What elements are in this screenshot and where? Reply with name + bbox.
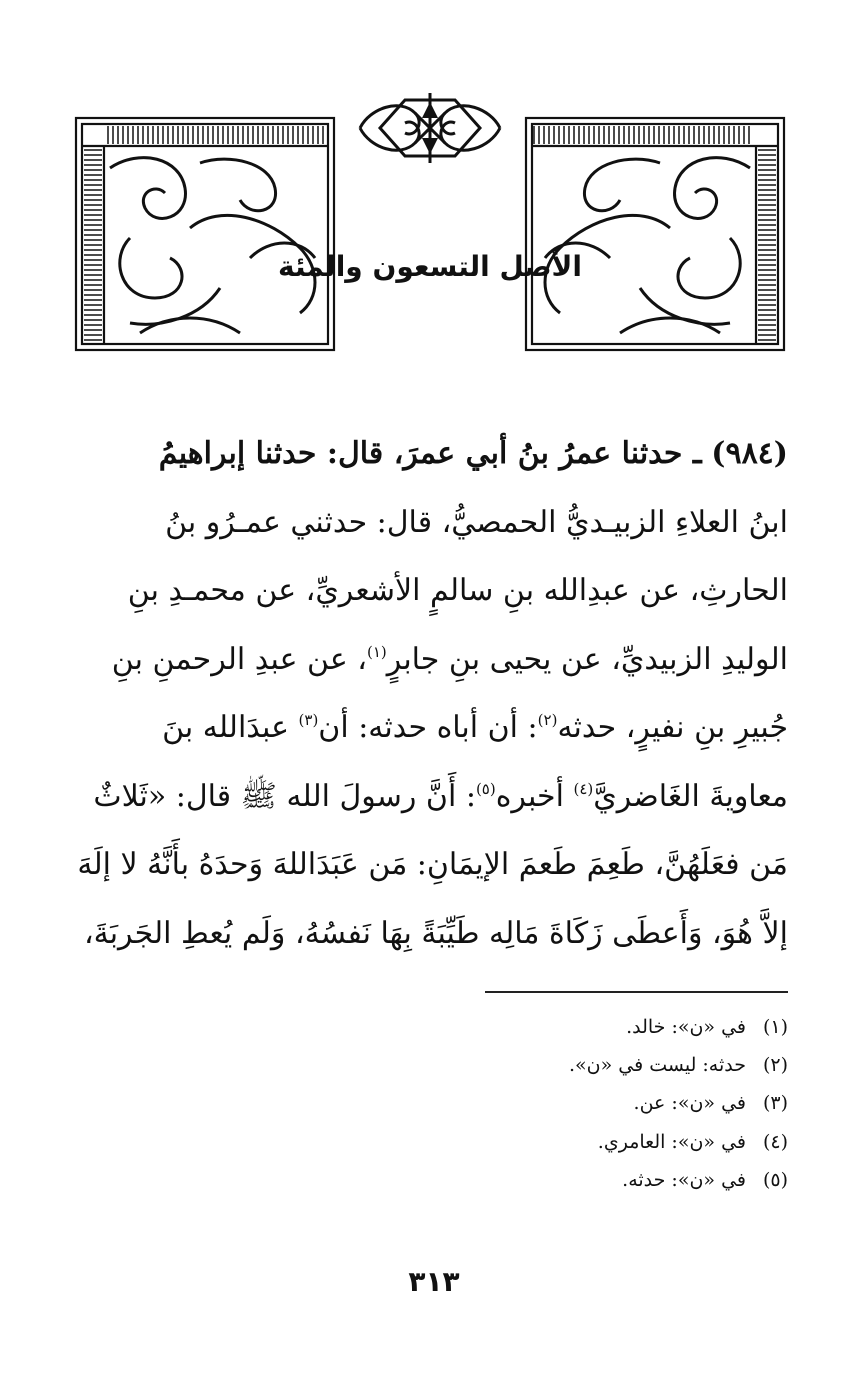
footnote-marker: (٥): [475, 779, 496, 798]
text-line: [70, 763, 788, 832]
footnote-divider: [485, 991, 788, 993]
footnote-text: في «ن»: العامري.: [597, 1130, 746, 1153]
text-segment: معاويةَ الغَاضريَّ: [593, 778, 788, 814]
text-segment: أخبره: [495, 778, 574, 814]
footnote-text: في «ن»: عن.: [633, 1092, 746, 1115]
footnote-item: [300, 1046, 788, 1084]
footnote-item: [300, 1161, 788, 1199]
footnote-number: (٣): [762, 1092, 788, 1115]
text-segment: ، عن عبدِ الرحمنِ بنِ: [111, 641, 367, 677]
text-line: [70, 420, 788, 489]
text-line: مَن فعَلَهُنَّ، طَعِمَ طَعمَ الإيمَانِ: مَن عَبَدَاللهَ وَحدَهُ بأَنَّهُ لا إلَهَ: [77, 847, 788, 882]
footnote-text: حدثه: ليست في «ن».: [568, 1054, 746, 1077]
text-line: الحارثِ، عن عبدِالله بنِ سالمٍ الأشعريِّ، عن محمـدِ بنِ: [127, 573, 788, 608]
footnote-text: في «ن»: خالد.: [626, 1016, 746, 1038]
footnote-marker: (٣): [298, 711, 319, 729]
footnote-marker: (١): [366, 642, 387, 661]
footnote-marker: (٤): [573, 779, 594, 798]
footnote-number: (١): [762, 1016, 788, 1038]
footnote-marker: (٢): [537, 711, 558, 729]
footnote-number: (٤): [762, 1130, 788, 1153]
text-line: [70, 626, 788, 695]
section-heading: الأصل التسعون والمئة: [278, 250, 582, 283]
footnotes: [300, 1008, 788, 1199]
page-number: ٣١٣: [408, 1265, 460, 1298]
footnote-number: (٥): [762, 1168, 788, 1191]
footnote-item: [300, 1084, 788, 1122]
text-line: [70, 694, 788, 763]
text-segment: : أَنَّ رسولَ الله ﷺ قال: «ثَلاثٌ: [93, 778, 476, 814]
hadith-opening: ـ حدثنا عمرُ بنُ أبي عمرَ، قال: حدثنا إبراهيمُ: [158, 436, 702, 471]
text-segment: عبدَالله بنَ: [162, 710, 299, 745]
footnote-item: [300, 1008, 788, 1046]
text-line: ابنُ العلاءِ الزبيـديُّ الحمصيُّ، قال: حدثني عمـرُو بنُ: [165, 504, 788, 540]
hadith-number: (٩٨٤): [711, 436, 788, 471]
text-segment: : أن أباه حدثه: أن: [318, 710, 538, 745]
footnote-number: (٢): [762, 1054, 788, 1077]
text-segment: جُبيرِ بنِ نفيرٍ، حدثه: [557, 710, 788, 745]
hadith-text: [70, 420, 788, 968]
footnote-text: في «ن»: حدثه.: [622, 1168, 746, 1191]
footnote-item: [300, 1123, 788, 1161]
text-segment: الوليدِ الزبيديِّ، عن يحيى بنِ جابرٍ: [386, 641, 788, 677]
text-line: إلاَّ هُوَ، وَأَعطَى زَكَاةَ مَالِه طَيِّبَةً بِهَا نَفسُهُ، وَلَم يُعطِ الجَربَةَ،: [83, 915, 788, 951]
header-ornament: [70, 88, 790, 358]
